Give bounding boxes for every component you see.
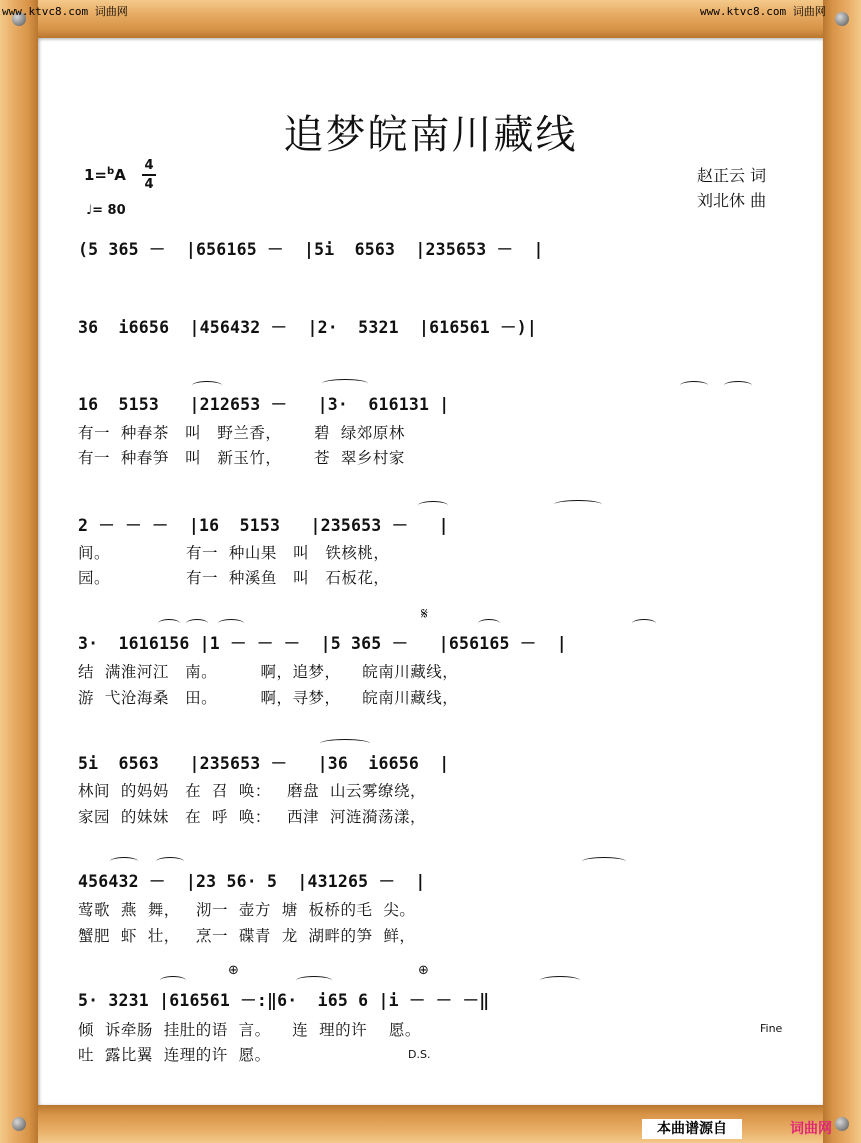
lyricist-credit: 赵正云 词	[697, 166, 767, 185]
lyric-row-5-verse-1: 结 满淮河江 南。 啊，追梦， 皖南川藏线，	[78, 663, 459, 681]
ds-marking: D.S.	[408, 1048, 431, 1061]
slur-mark	[680, 381, 708, 390]
slur-mark	[156, 857, 184, 866]
coda-icon: ⊕	[418, 963, 429, 978]
frame-rivet-icon	[835, 12, 849, 26]
lyric-row-4-verse-2: 园。 有一 种溪鱼 叫 石板花，	[78, 569, 390, 587]
key-note: A	[114, 166, 126, 184]
time-top: 4	[144, 158, 154, 173]
key-prefix: 1=	[84, 166, 108, 184]
lyric-row-6-verse-2: 家园 的妹妹 在 呼 唤： 西津 河涟漪荡漾，	[78, 808, 426, 826]
slur-mark	[296, 976, 332, 985]
lyric-row-5-verse-2: 游 弋沧海桑 田。 啊，寻梦， 皖南川藏线，	[78, 689, 459, 707]
slur-mark	[160, 976, 186, 985]
lyric-row-7-verse-2: 蟹肥 虾 壮， 烹一 碟青 龙 湖畔的笋 鲜，	[78, 927, 416, 945]
composer-credit: 刘北休 曲	[697, 191, 767, 210]
frame-rivet-icon	[835, 1117, 849, 1131]
score-row-8: 5· 3231 |616561 －:‖6· i65 6 |i － － －‖	[78, 991, 490, 1010]
source-label: 本曲谱源自	[642, 1119, 742, 1139]
slur-mark	[322, 379, 368, 388]
score-row-6: 5i 6563 |235653 － |36 i6656 |	[78, 754, 450, 773]
slur-mark	[632, 619, 656, 628]
time-signature	[142, 158, 156, 192]
lyric-row-6-verse-1: 林间 的妈妈 在 召 唤： 磨盘 山云雾缭绕，	[78, 782, 426, 800]
lyric-row-3-verse-2: 有一 种春笋 叫 新玉竹， 苍 翠乡村家	[78, 449, 405, 467]
frame-left	[0, 0, 38, 1143]
score-row-3: 16 5153 |212653 － |3· 616131 |	[78, 395, 450, 414]
fine-marking: Fine	[760, 1022, 783, 1035]
slur-mark	[192, 381, 222, 390]
key-signature	[84, 166, 126, 184]
source-site-link[interactable]: 词曲网	[790, 1121, 832, 1137]
score-row-7: 456432 － |23 56· 5 |431265 － |	[78, 872, 426, 891]
flat-icon: b	[107, 166, 115, 177]
watermark-left[interactable]: www.ktvc8.com 词曲网	[2, 5, 128, 18]
lyric-row-8-verse-1: 倾 诉牵肠 挂肚的语 言。 连 理的许 愿。	[78, 1021, 421, 1039]
slur-mark	[186, 619, 208, 628]
frame-right	[823, 0, 861, 1143]
slur-mark	[418, 501, 448, 510]
slur-mark	[158, 619, 180, 628]
watermark-right[interactable]: www.ktvc8.com 词曲网	[700, 5, 826, 18]
slur-mark	[110, 857, 138, 866]
slur-mark	[724, 381, 752, 390]
slur-mark	[320, 739, 370, 748]
lyric-row-4-verse-1: 间。 有一 种山果 叫 铁核桃，	[78, 544, 390, 562]
frame-rivet-icon	[12, 1117, 26, 1131]
slur-mark	[218, 619, 244, 628]
score-row-2: 36 i6656 |456432 － |2· 5321 |616561 －)|	[78, 318, 538, 337]
time-bottom: 4	[144, 177, 154, 192]
slur-mark	[478, 619, 500, 628]
segno-icon: 𝄋	[421, 604, 428, 623]
slur-mark	[582, 857, 626, 866]
score-row-4: 2 － － － |16 5153 |235653 － |	[78, 516, 449, 535]
slur-mark	[540, 976, 580, 985]
score-row-1: (5 365 － |656165 － |5i 6563 |235653 － |	[78, 240, 544, 259]
lyric-row-7-verse-1: 莺歌 燕 舞， 沏一 壶方 塘 板桥的毛 尖。	[78, 901, 416, 919]
lyric-row-3-verse-1: 有一 种春茶 叫 野兰香， 碧 绿郊原林	[78, 424, 405, 442]
song-title: 追梦皖南川藏线	[283, 112, 578, 158]
slur-mark	[554, 500, 602, 509]
lyric-row-8-verse-2: 吐 露比翼 连理的许 愿。	[78, 1046, 271, 1064]
coda-icon: ⊕	[228, 963, 239, 978]
tempo-marking: ♩= 80	[86, 203, 126, 218]
score-row-5: 3· 1616156 |1 － － － |5 365 － |656165 － |	[78, 634, 567, 653]
